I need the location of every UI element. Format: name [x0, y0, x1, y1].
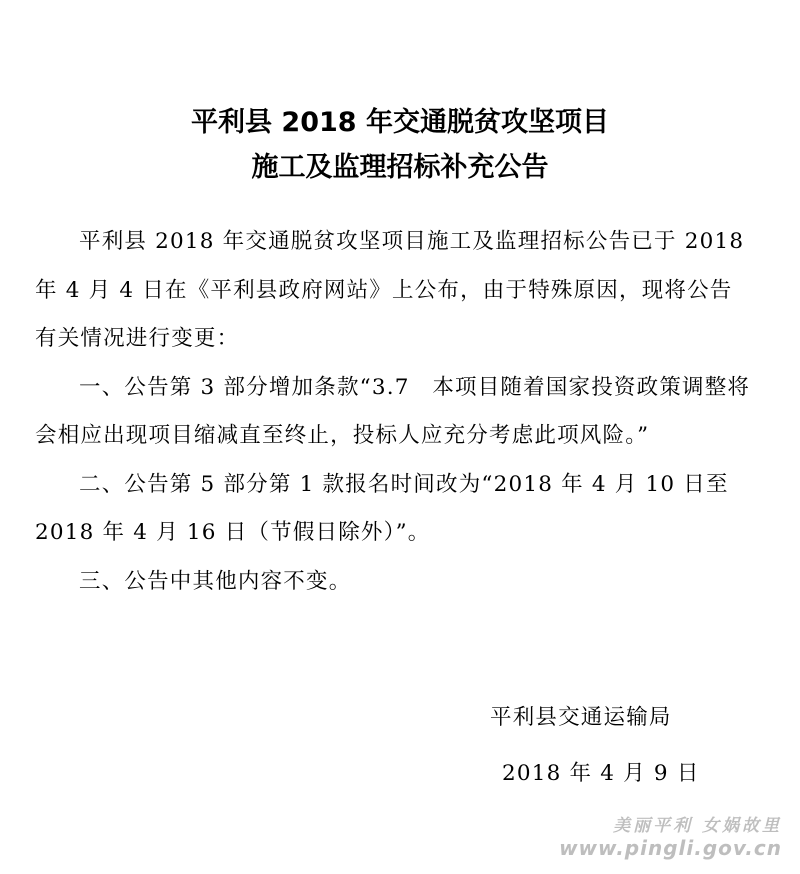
watermark-url: www.pingli.gov.cn: [559, 836, 782, 860]
paragraph-intro: 平利县 2018 年交通脱贫攻坚项目施工及监理招标公告已于 2018 年 4 月 4 日在《平利县政府网站》上公布，由于特殊原因，现将公告有关情况进行变更：: [35, 229, 745, 351]
issuing-organization: 平利县交通运输局: [490, 705, 672, 730]
site-watermark: [559, 811, 782, 860]
paragraph-item-3: 三、公告中其他内容不变。: [79, 568, 352, 594]
paragraph-item-2: 二、公告第 5 部分第 1 款报名时间改为“2018 年 4 月 10 日至 2018 年 4 月 16 日（节假日除外）”。: [35, 471, 729, 545]
issue-date: 2018 年 4 月 9 日: [502, 761, 700, 786]
paragraph-item-1: 一、公告第 3 部分增加条款“3.7 本项目随着国家投资政策调整将会相应出现项目缩减直至终止，投标人应充分考虑此项风险。”: [35, 374, 751, 448]
document-body: [35, 218, 755, 606]
title-line-1: 平利县 2018 年交通脱贫攻坚项目: [191, 107, 609, 138]
document-title: [0, 100, 800, 190]
title-line-2: 施工及监理招标补充公告: [251, 152, 549, 183]
watermark-slogan: 美丽平利 女娲故里: [613, 816, 782, 836]
